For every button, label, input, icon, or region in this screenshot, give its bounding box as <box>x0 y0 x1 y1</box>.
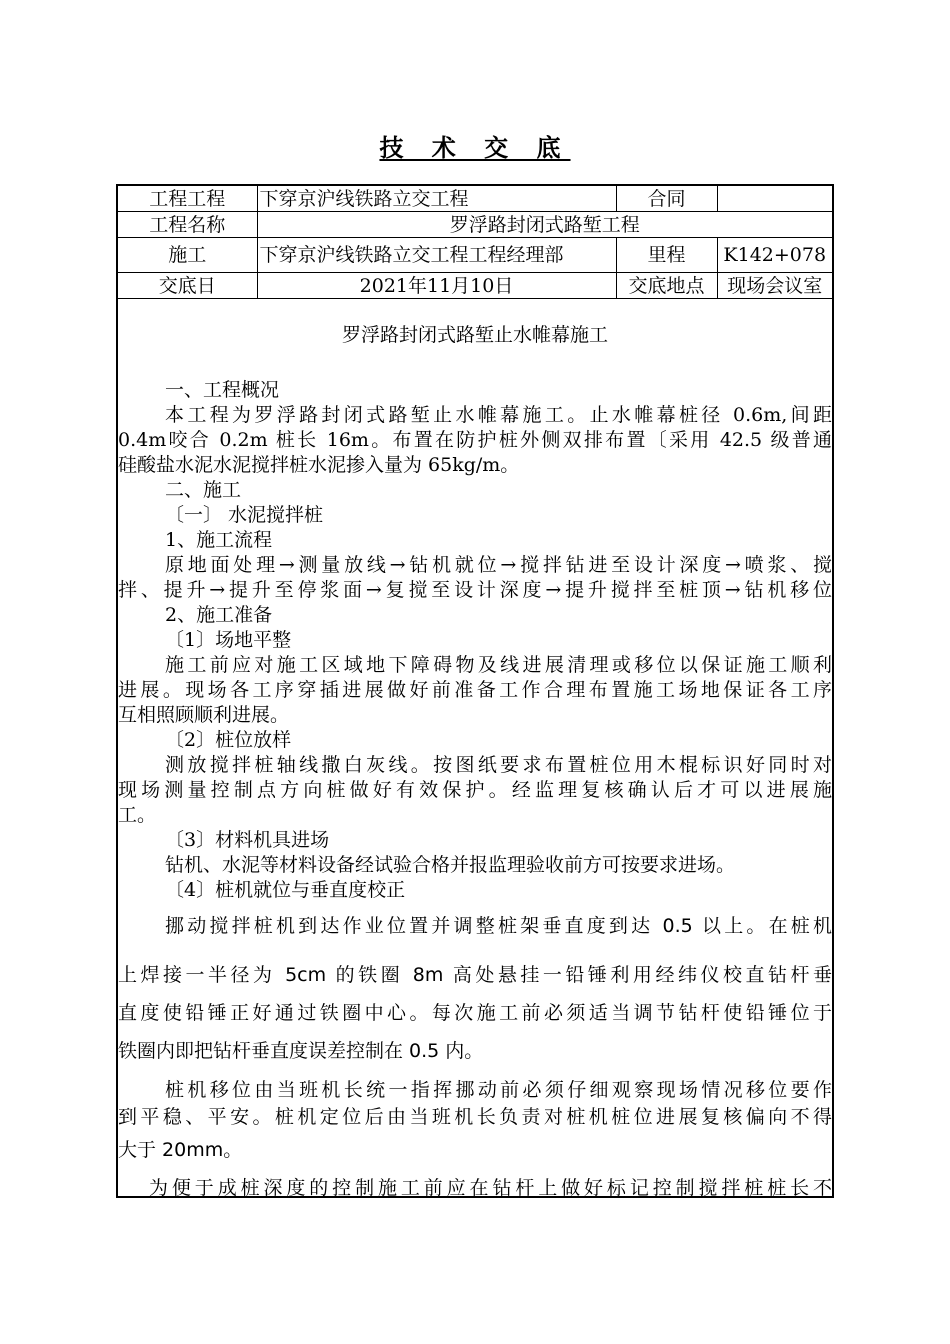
section-heading: 二、施工 <box>165 479 242 501</box>
paragraph-line: 硅酸盐水泥水泥搅拌桩水泥掺入量为 65kg/m。 <box>118 454 520 476</box>
paragraph-line: 铁圈内即把钻杆垂直度误差控制在 0.5 内。 <box>118 1040 484 1062</box>
project-label: 工程工程 <box>118 186 257 212</box>
date-value: 2021年11月10日 <box>257 273 616 299</box>
name-label: 工程名称 <box>118 212 257 238</box>
info-row-name <box>118 212 832 238</box>
contract-value <box>717 186 832 212</box>
item-heading: 〔3〕材料机具进场 <box>165 829 330 851</box>
subsection-heading: 2、施工准备 <box>165 604 273 626</box>
paragraph-line: 大于 20mm。 <box>118 1139 243 1161</box>
paragraph-line: 施工前应对施工区域地下障碍物及线进展清理或移位以保证施工顺利 <box>165 654 832 676</box>
name-value: 罗浮路封闭式路堑工程 <box>257 212 832 238</box>
project-info-table <box>118 186 832 299</box>
paragraph-line: 测放搅拌桩轴线撒白灰线。按图纸要求布置桩位用木棍标识好同时对 <box>165 754 832 776</box>
paragraph-line: 为便于成桩深度的控制施工前应在钻杆上做好标记控制搅拌桩桩长不 <box>149 1177 832 1199</box>
mileage-value: K142+078 <box>717 238 832 273</box>
document-title: 技 术 交 底 <box>379 133 571 162</box>
paragraph-line: 原地面处理→测量放线→钻机就位→搅拌钻进至设计深度→喷浆、搅 <box>165 554 832 576</box>
paragraph-line: 桩机移位由当班机长统一指挥挪动前必须仔细观察现场情况移位要作 <box>165 1079 832 1101</box>
location-value: 现场会议室 <box>717 273 832 299</box>
date-label: 交底日 <box>118 273 257 299</box>
construction-value: 下穿京沪线铁路立交工程工程经理部 <box>257 238 616 273</box>
paragraph-line: 本工程为罗浮路封闭式路堑止水帷幕施工。止水帷幕桩径 0.6m,间距 <box>165 404 832 426</box>
paragraph-line: 现场测量控制点方向桩做好有效保护。经监理复核确认后才可以进展施 <box>118 779 832 801</box>
section-heading: 一、工程概况 <box>165 379 280 401</box>
mileage-label: 里程 <box>616 238 717 273</box>
paragraph-line: 拌、提升→提升至停浆面→复搅至设计深度→提升搅拌至桩顶→钻机移位 <box>118 579 832 601</box>
paragraph-line: 0.4m咬合 0.2m 桩长 16m。布置在防护桩外侧双排布置〔采用 42.5 级普通 <box>118 429 832 451</box>
location-label: 交底地点 <box>616 273 717 299</box>
info-row-project <box>118 186 832 212</box>
item-heading: 〔2〕桩位放样 <box>165 729 292 751</box>
item-heading: 〔4〕桩机就位与垂直度校正 <box>165 879 406 901</box>
paragraph-line: 上焊接一半径为 5cm 的铁圈 8m 高处悬挂一铅锤利用经纬仪校直钻杆垂 <box>118 964 832 986</box>
paragraph-line: 到平稳、平安。桩机定位后由当班机长负责对桩机桩位进展复核偏向不得 <box>118 1106 832 1128</box>
paragraph-line: 互相照顾顺利进展。 <box>118 704 290 726</box>
project-value: 下穿京沪线铁路立交工程 <box>257 186 616 212</box>
paragraph-line: 进展。现场各工序穿插进展做好前准备工作合理布置施工场地保证各工序 <box>118 679 832 701</box>
info-row-date <box>118 273 832 299</box>
content-title: 罗浮路封闭式路堑止水帷幕施工 <box>341 324 608 346</box>
paragraph-line: 钻机、水泥等材料设备经试验合格并报监理验收前方可按要求进场。 <box>165 854 736 876</box>
paragraph-line: 工。 <box>118 804 157 826</box>
paragraph-line: 直度使铅锤正好通过铁圈中心。每次施工前必须适当调节钻杆使铅锤位于 <box>118 1002 832 1024</box>
subsection-heading: 1、施工流程 <box>165 529 273 551</box>
construction-label: 施工 <box>118 238 257 273</box>
contract-label: 合同 <box>616 186 717 212</box>
technical-disclosure-sheet <box>116 184 834 1198</box>
info-row-construction <box>118 238 832 273</box>
subsection-heading: 〔一〕 水泥搅拌桩 <box>165 504 324 526</box>
item-heading: 〔1〕场地平整 <box>165 629 292 651</box>
paragraph-line: 挪动搅拌桩机到达作业位置并调整桩架垂直度到达 0.5 以上。在桩机 <box>165 915 832 937</box>
